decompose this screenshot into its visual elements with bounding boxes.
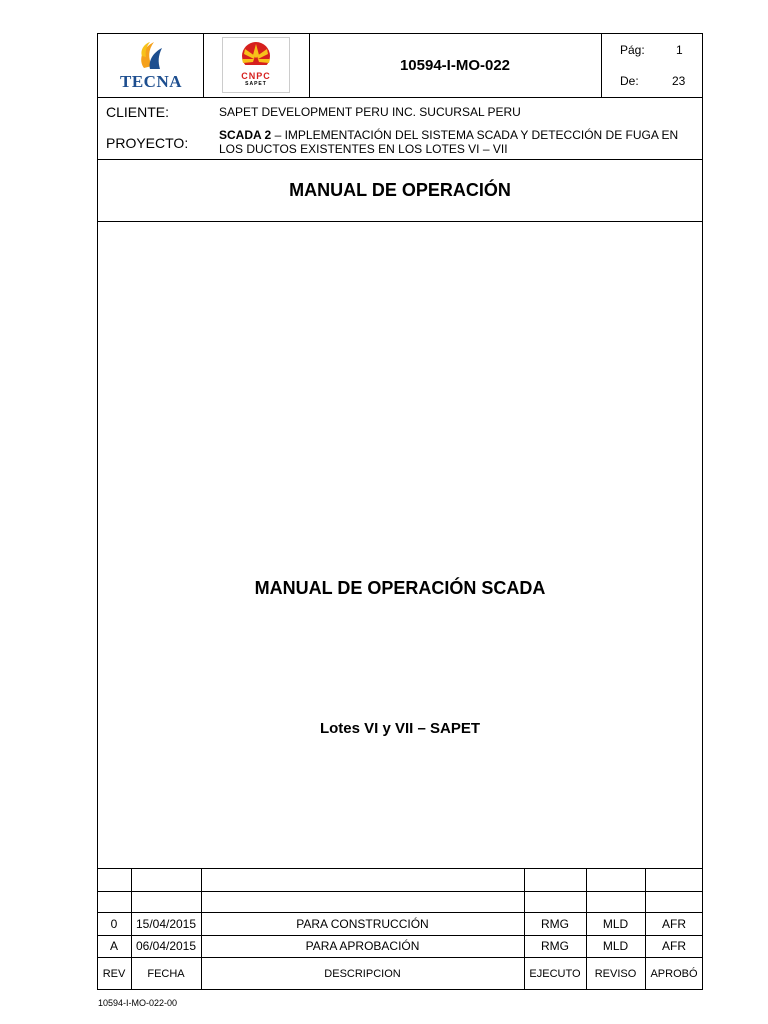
page-label: Pág: [620,43,645,57]
main-title: MANUAL DE OPERACIÓN SCADA [254,577,546,598]
document-title: MANUAL DE OPERACIÓN [289,180,511,200]
revision-header-rev: REV [102,967,126,980]
revision-executed: RMG [541,939,569,953]
revision-executed: RMG [541,916,569,931]
revision-approved: AFR [662,916,686,931]
revision-rev: A [109,939,118,953]
revision-reviewed: MLD [602,916,629,931]
cnpc-emblem-icon [222,39,290,73]
revision-header-executed: EJECUTO [529,967,581,980]
project-line-1 [219,128,678,142]
revision-description: PARA CONSTRUCCIÓN [296,916,429,931]
revision-header-reviewed: REVISO [594,967,637,980]
revision-date: 15/04/2015 [135,916,197,931]
client-value: SAPET DEVELOPMENT PERU INC. SUCURSAL PERU [219,105,521,119]
revision-description: PARA APROBACIÓN [305,939,420,953]
header-divider [601,33,602,97]
revision-header-description: DESCRIPCION [324,967,401,980]
title-bottom-rule [97,221,703,222]
cnpc-logo-text: CNPC [241,71,271,81]
revision-table-top [97,868,703,869]
footer-code: 10594-I-MO-022-00 [98,998,178,1008]
project-description: – IMPLEMENTACIÓN DEL SISTEMA SCADA Y DETECCIÓN DE FUGA EN [271,128,679,142]
tecna-logo-text: TECNA [119,72,182,91]
page-number: 1 [676,43,683,57]
revision-rev: 0 [110,916,118,931]
revision-reviewed: MLD [602,939,629,953]
tecna-swirl-icon [104,38,198,72]
revision-approved: AFR [662,939,686,953]
tecna-logo [104,38,198,94]
revision-header-date: FECHA [147,967,185,980]
sapet-logo-text: SAPET [245,81,267,87]
header-divider [203,33,204,97]
document-code: 10594-I-MO-022 [399,56,511,74]
revision-header-approved: APROBÓ [650,967,698,980]
revision-date: 06/04/2015 [135,939,197,953]
client-label: CLIENTE: [106,104,170,120]
header-bottom-rule [97,97,703,98]
project-code: SCADA 2 [219,128,272,142]
project-label: PROYECTO: [106,135,189,151]
total-pages-label: De: [620,74,639,88]
revision-row-rule [97,891,703,892]
total-pages: 23 [672,74,686,88]
cnpc-logo [222,37,290,93]
project-line-2: LOS DUCTOS EXISTENTES EN LOS LOTES VI – VII [219,142,508,156]
subtitle: Lotes VI y VII – SAPET [319,719,481,737]
